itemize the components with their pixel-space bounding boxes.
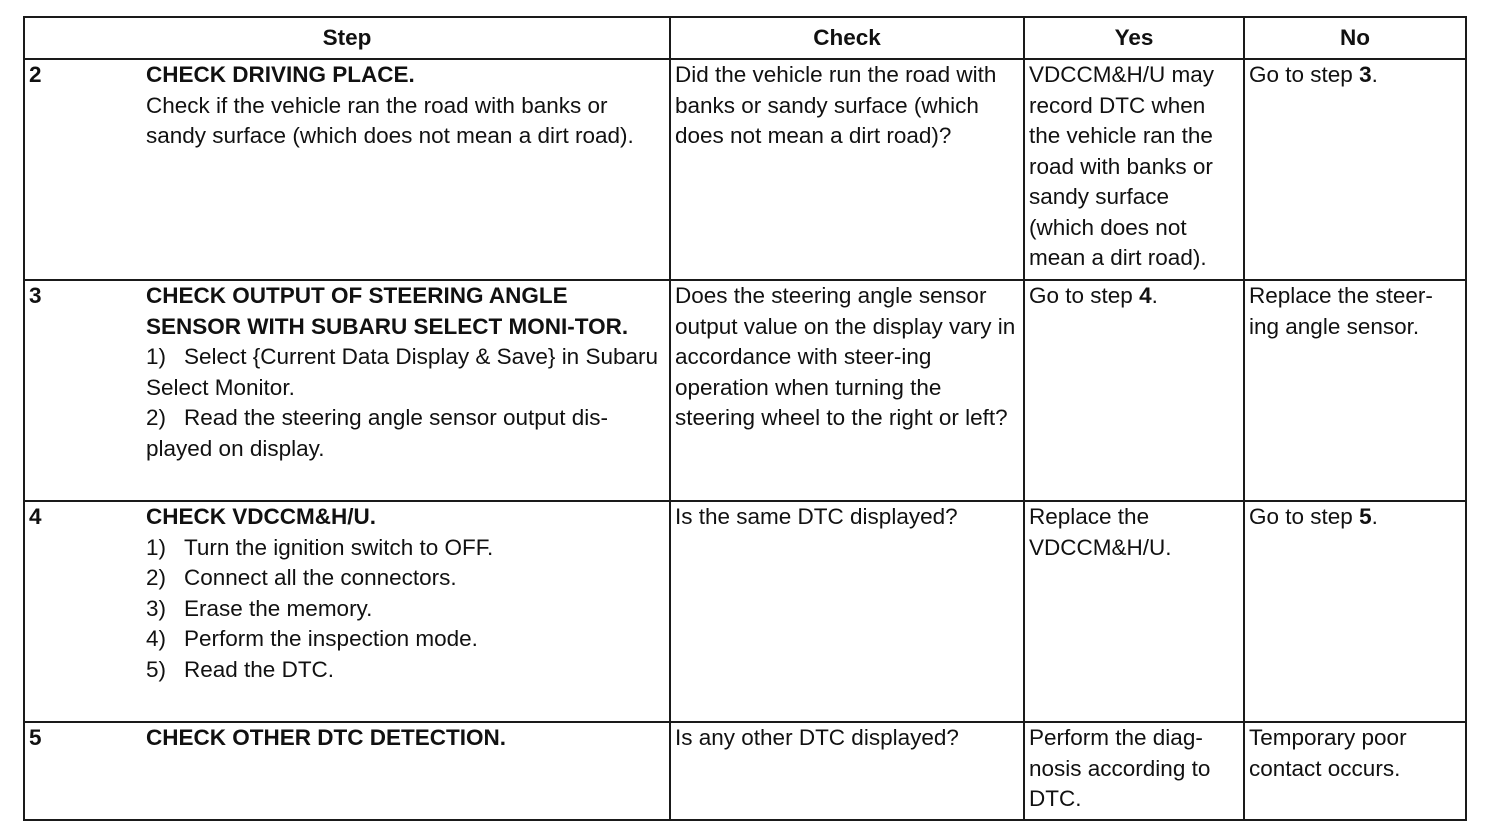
no-text: Temporary poor contact occurs.: [1249, 725, 1407, 781]
substep-text: Erase the memory.: [184, 595, 373, 621]
diagnostic-table: [23, 16, 1467, 821]
step-cell: [24, 280, 670, 501]
substep-text: Read the steering angle sensor output dis-played on display.: [146, 405, 609, 461]
substep-number: 2): [146, 565, 167, 590]
substep-number: 2): [146, 405, 167, 430]
substep: [146, 655, 665, 686]
table-row: [24, 280, 1466, 501]
step-description: Check if the vehicle ran the road with banks or sandy surface (which does not mean a dirt road).: [146, 92, 634, 148]
no-prefix: Go to step: [1249, 62, 1360, 87]
step-number: 4: [29, 504, 42, 529]
table-row: [24, 722, 1466, 820]
no-suffix: .: [1371, 62, 1378, 87]
substep-text: Connect all the connectors.: [184, 565, 457, 590]
check-text: Does the steering angle sensor output value on the display vary in accordance with steer-ing operation when turning the steering wheel to the right or left?: [675, 283, 1016, 430]
substep: [146, 563, 665, 594]
substep-number: 1): [146, 534, 167, 560]
step-cell: [24, 59, 670, 280]
substep-number: 3): [146, 595, 167, 621]
substep-number: 5): [146, 656, 167, 682]
header-row: [24, 17, 1466, 59]
no-step-link[interactable]: 3: [1359, 62, 1372, 87]
check-cell: [670, 501, 1024, 722]
yes-cell: [1024, 722, 1244, 820]
substep: [146, 594, 665, 625]
step-number: 5: [29, 725, 42, 750]
no-suffix: .: [1371, 504, 1378, 529]
step-title: CHECK VDCCM&H/U.: [146, 504, 376, 529]
step-cell: [24, 722, 670, 820]
no-prefix: Go to step: [1249, 504, 1360, 529]
table-row: [24, 501, 1466, 722]
no-cell: [1244, 280, 1466, 501]
yes-text: VDCCM&H/U may record DTC when the vehicle ran the road with banks or sandy surface (which does not mean a dirt road).: [1029, 62, 1215, 270]
step-title: CHECK OUTPUT OF STEERING ANGLE SENSOR WITH SUBARU SELECT MONI-TOR.: [146, 283, 629, 339]
yes-prefix: Go to step: [1029, 283, 1140, 308]
yes-cell: [1024, 280, 1244, 501]
check-cell: [670, 280, 1024, 501]
step-title: CHECK DRIVING PLACE.: [146, 62, 415, 87]
check-cell: [670, 722, 1024, 820]
substep: [146, 624, 665, 655]
yes-cell: [1024, 59, 1244, 280]
table-row: [24, 59, 1466, 280]
no-step-link[interactable]: 5: [1359, 504, 1372, 529]
yes-cell: [1024, 501, 1244, 722]
substep: [146, 403, 665, 464]
substep-text: Read the DTC.: [184, 656, 335, 682]
header-step: Step: [24, 17, 670, 59]
substep-text: Select {Current Data Display & Save} in Subaru Select Monitor.: [146, 344, 659, 400]
step-number: 2: [29, 62, 42, 87]
check-text: Is the same DTC displayed?: [675, 504, 958, 529]
yes-text: Replace the VDCCM&H/U.: [1029, 504, 1172, 560]
no-cell: [1244, 722, 1466, 820]
substep-text: Turn the ignition switch to OFF.: [184, 534, 494, 560]
header-yes: Yes: [1024, 17, 1244, 59]
step-title: CHECK OTHER DTC DETECTION.: [146, 725, 506, 750]
substep: [146, 533, 665, 564]
yes-text: Perform the diag-nosis according to DTC.: [1029, 725, 1211, 811]
check-text: Is any other DTC displayed?: [675, 725, 959, 750]
substep-number: 4): [146, 626, 167, 651]
no-cell: [1244, 59, 1466, 280]
substep-number: 1): [146, 344, 167, 369]
header-check: Check: [670, 17, 1024, 59]
header-no: No: [1244, 17, 1466, 59]
check-text: Did the vehicle run the road with banks or sandy surface (which does not mean a dirt road)?: [675, 62, 997, 148]
no-text: Replace the steer-ing angle sensor.: [1249, 283, 1433, 339]
no-cell: [1244, 501, 1466, 722]
step-number: 3: [29, 283, 42, 308]
substep-text: Perform the inspection mode.: [184, 626, 478, 651]
step-cell: [24, 501, 670, 722]
yes-suffix: .: [1151, 283, 1158, 308]
yes-step-link[interactable]: 4: [1139, 283, 1152, 308]
check-cell: [670, 59, 1024, 280]
substep: [146, 342, 665, 403]
